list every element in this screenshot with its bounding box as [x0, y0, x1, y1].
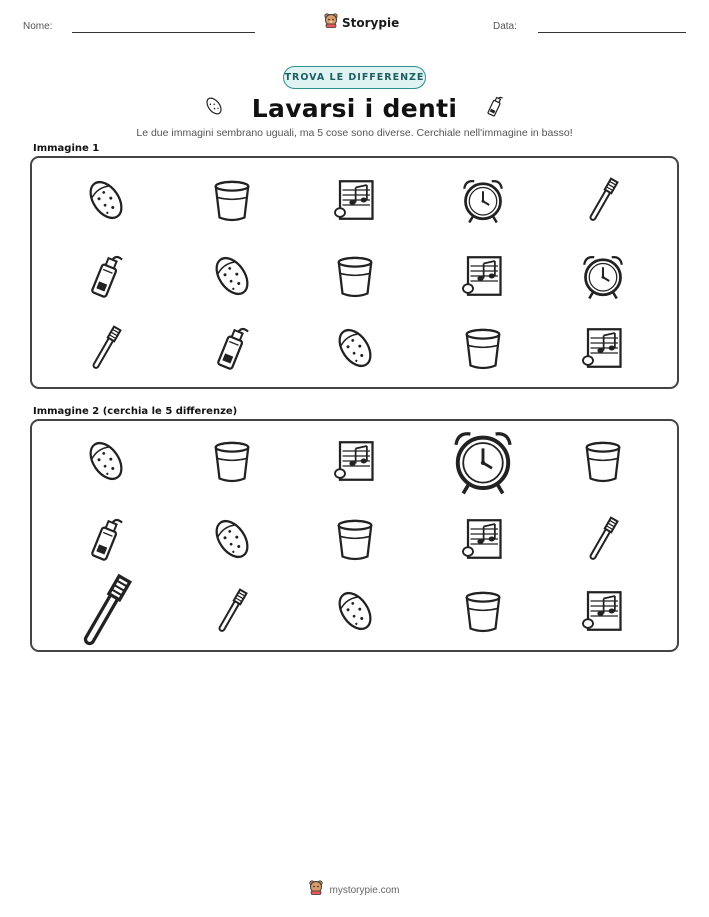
grid-cell [207, 251, 257, 301]
toothpaste-icon [207, 323, 257, 373]
grid-cell[interactable] [330, 586, 380, 636]
name-label: Nome: [23, 21, 53, 32]
toothpaste-icon [483, 92, 507, 125]
instructions: Le due immagini sembrano uguali, ma 5 cose sono diverse. Cerchiale nell'immagine in basso! [136, 127, 573, 139]
grid-cell [578, 251, 628, 301]
grid-cell[interactable] [330, 436, 380, 486]
toothbrush-icon [578, 514, 628, 564]
sponge-icon [330, 323, 380, 373]
image2-panel[interactable] [30, 419, 679, 652]
music-icon [578, 323, 628, 373]
grid-cell [578, 175, 628, 225]
grid-cell [330, 251, 380, 301]
cup-icon [578, 436, 628, 486]
music-icon [458, 514, 508, 564]
cup-icon [330, 251, 380, 301]
grid-cell [81, 323, 131, 373]
grid-cell [330, 175, 380, 225]
grid-cell [578, 323, 628, 373]
page-title: Lavarsi i denti [251, 94, 458, 123]
footer-url[interactable]: mystorypie.com [329, 884, 400, 896]
image1-label: Immagine 1 [33, 143, 100, 154]
date-label: Data: [493, 21, 517, 32]
grid-cell[interactable] [65, 570, 147, 652]
grid-cell[interactable] [81, 436, 131, 486]
grid-cell[interactable] [207, 586, 257, 636]
activity-badge: TROVA LE DIFFERENZE [283, 66, 426, 89]
grid-cell [207, 323, 257, 373]
grid-cell [207, 175, 257, 225]
storypie-logo [324, 13, 399, 33]
sponge-icon [330, 586, 380, 636]
cup-icon [330, 514, 380, 564]
grid-cell[interactable] [207, 436, 257, 486]
music-icon [578, 586, 628, 636]
cup-icon [458, 586, 508, 636]
brand-name: Storypie [342, 16, 400, 30]
alarm-clock-icon [578, 251, 628, 301]
sponge-icon [202, 94, 226, 123]
toothbrush-icon [65, 570, 147, 652]
cup-icon [207, 436, 257, 486]
grid-cell[interactable] [458, 586, 508, 636]
music-icon [330, 175, 380, 225]
alarm-clock-icon [447, 425, 519, 497]
grid-cell[interactable] [458, 514, 508, 564]
grid-cell[interactable] [578, 514, 628, 564]
grid-cell [81, 175, 131, 225]
sponge-icon [81, 436, 131, 486]
grid-cell [458, 323, 508, 373]
grid-cell[interactable] [578, 436, 628, 486]
music-icon [458, 251, 508, 301]
music-icon [330, 436, 380, 486]
grid-cell[interactable] [447, 425, 519, 497]
image2-label: Immagine 2 (cerchia le 5 differenze) [33, 406, 238, 417]
toothbrush-icon [81, 323, 131, 373]
alarm-clock-icon [458, 175, 508, 225]
cup-icon [458, 323, 508, 373]
grid-cell[interactable] [81, 514, 131, 564]
toothpaste-icon [81, 251, 131, 301]
image1-panel [30, 156, 679, 389]
cup-icon [207, 175, 257, 225]
title-row [0, 92, 709, 125]
toothpaste-icon [81, 514, 131, 564]
sponge-icon [207, 514, 257, 564]
bear-mascot-icon [324, 13, 338, 33]
date-field-line[interactable] [538, 32, 686, 33]
sponge-icon [207, 251, 257, 301]
bear-mascot-icon [309, 880, 323, 900]
grid-cell [81, 251, 131, 301]
name-field-line[interactable] [72, 32, 255, 33]
footer [0, 880, 709, 900]
grid-cell[interactable] [578, 586, 628, 636]
grid-cell[interactable] [207, 514, 257, 564]
grid-cell [458, 175, 508, 225]
grid-cell [458, 251, 508, 301]
toothbrush-icon [578, 175, 628, 225]
grid-cell[interactable] [330, 514, 380, 564]
sponge-icon [81, 175, 131, 225]
grid-cell [330, 323, 380, 373]
toothbrush-icon [207, 586, 257, 636]
